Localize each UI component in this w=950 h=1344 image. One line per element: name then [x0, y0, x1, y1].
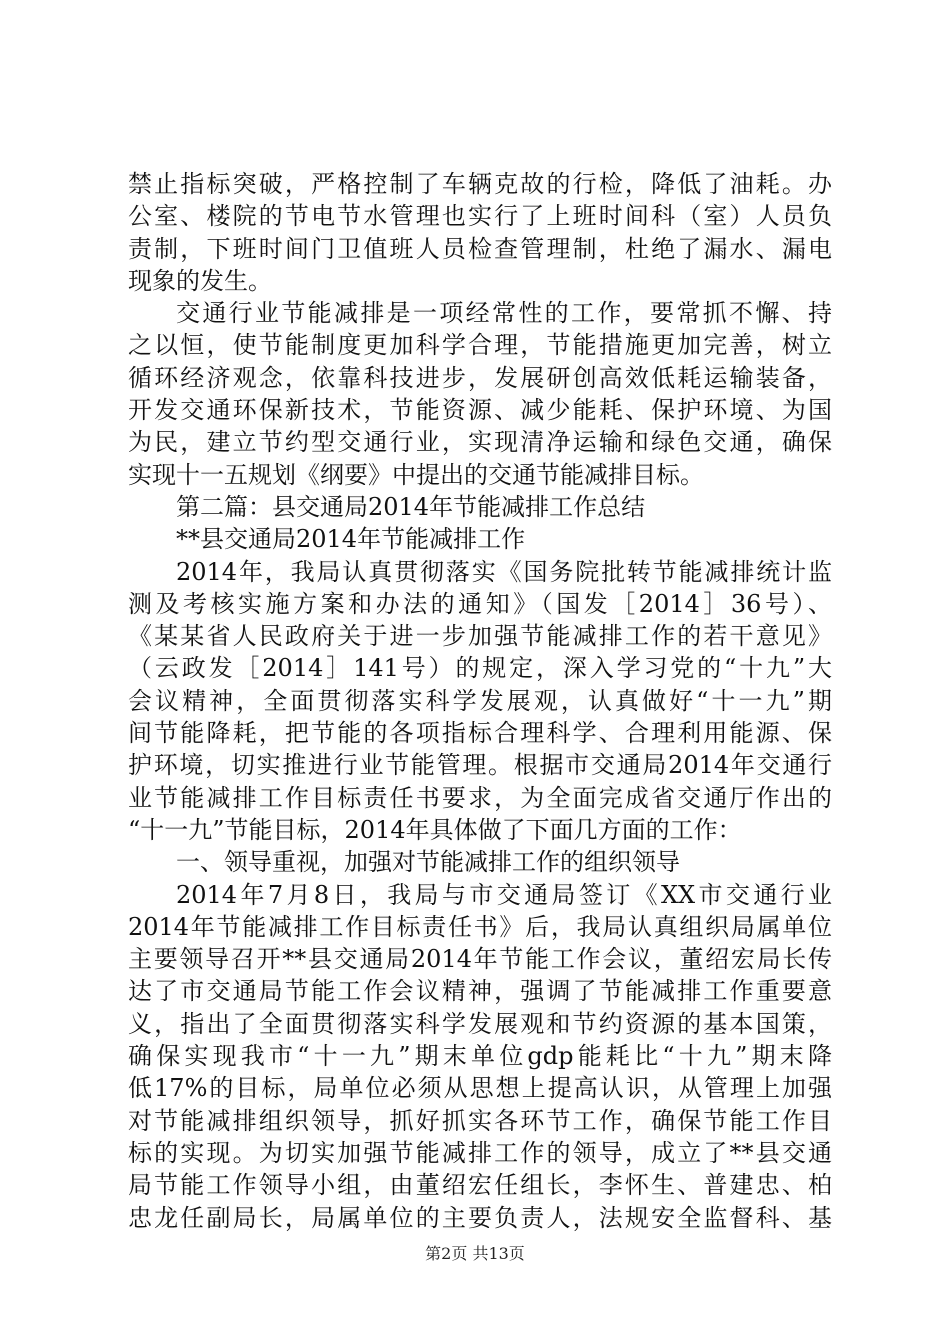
text-line: 低17%的目标，局单位必须从思想上提高认识，从管理上加强 — [128, 1074, 832, 1103]
text-line: 《某某省人民政府关于进一步加强节能减排工作的若干意见》 — [128, 622, 832, 651]
text-line: 第二篇：县交通局2014年节能减排工作总结 — [176, 492, 646, 521]
text-line: 主要领导召开**县交通局2014年节能工作会议，董绍宏局长传 — [128, 945, 832, 974]
text-line: 现象的发生。 — [128, 266, 272, 295]
text-line: 为民，建立节约型交通行业，实现清净运输和绿色交通，确保 — [128, 428, 832, 457]
text-line: （云政发［2014］141号）的规定，深入学习党的“十九”大 — [128, 654, 832, 683]
text-line: 测及考核实施方案和办法的通知》（国发［2014］36号）、 — [128, 589, 832, 618]
text-line: 循环经济观念，依靠科技进步，发展研创高效低耗运输装备， — [128, 363, 832, 392]
text-line: 实现十一五规划《纲要》中提出的交通节能减排目标。 — [128, 460, 704, 489]
text-line: “十一九”节能目标，2014年具体做了下面几方面的工作： — [128, 815, 742, 844]
text-line: 开发交通环保新技术，节能资源、减少能耗、保护环境、为国 — [128, 396, 832, 425]
text-line: 会议精神，全面贯彻落实科学发展观，认真做好“十一九”期 — [128, 686, 832, 715]
text-line: 禁止指标突破，严格控制了车辆克故的行检，降低了油耗。办 — [128, 170, 832, 198]
text-line: 2014年，我局认真贯彻落实《国务院批转节能减排统计监 — [176, 557, 832, 586]
text-line: 交通行业节能减排是一项经常性的工作，要常抓不懈、持 — [176, 299, 832, 328]
text-line: 护环境，切实推进行业节能管理。根据市交通局2014年交通行 — [128, 751, 832, 780]
document-body — [128, 168, 832, 1234]
text-line: 间节能降耗，把节能的各项指标合理科学、合理利用能源、保 — [128, 719, 832, 748]
text-line: 2014年7月8日，我局与市交通局签订《XX市交通行业 — [176, 880, 832, 909]
page-footer: 第2页 共13页 — [425, 1244, 525, 1263]
text-line: 义，指出了全面贯彻落实科学发展观和节约资源的基本国策， — [128, 1009, 832, 1038]
text-line: 公室、楼院的节电节水管理也实行了上班时间科（室）人员负 — [128, 202, 832, 231]
text-line: 局节能工作领导小组，由董绍宏任组长，李怀生、普建忠、柏 — [128, 1171, 832, 1200]
text-line: 责制，下班时间门卫值班人员检查管理制，杜绝了漏水、漏电 — [128, 234, 832, 263]
text-line: 忠龙任副局长，局属单位的主要负责人，法规安全监督科、基 — [128, 1203, 832, 1232]
text-line: 标的实现。为切实加强节能减排工作的领导，成立了**县交通 — [128, 1138, 832, 1167]
text-line: 一、领导重视，加强对节能减排工作的组织领导 — [176, 848, 680, 877]
text-line: 达了市交通局节能工作会议精神，强调了节能减排工作重要意 — [128, 977, 832, 1006]
text-line: 对节能减排组织领导，抓好抓实各环节工作，确保节能工作目 — [128, 1106, 832, 1135]
text-line: 2014年节能减排工作目标责任书》后，我局认真组织局属单位 — [128, 912, 832, 941]
text-line: 之以恒，使节能制度更加科学合理，节能措施更加完善，树立 — [128, 331, 832, 360]
text-line: 业节能减排工作目标责任书要求，为全面完成省交通厅作出的 — [128, 783, 832, 812]
text-line: **县交通局2014年节能减排工作 — [176, 525, 526, 554]
text-line: 确保实现我市“十一九”期末单位gdp能耗比“十九”期末降 — [128, 1042, 832, 1071]
